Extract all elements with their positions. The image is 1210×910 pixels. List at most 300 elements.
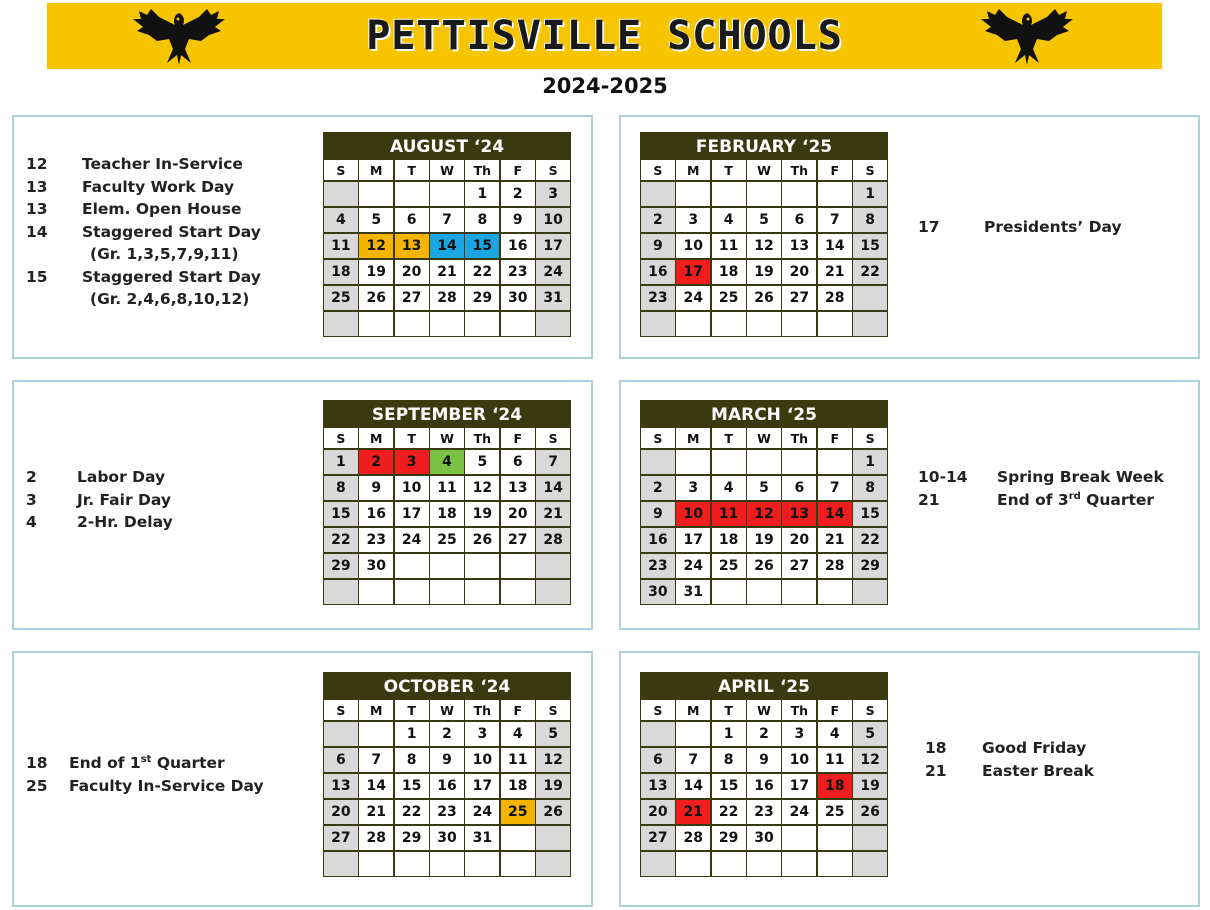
day-cell: 18: [712, 528, 746, 553]
day-cell: 13: [324, 774, 358, 799]
day-cell: 19: [747, 260, 781, 285]
weekday-header: S: [324, 700, 358, 720]
day-cell: 5: [465, 450, 499, 475]
event-text: Faculty In-Service Day: [69, 776, 264, 795]
month-title: MARCH ‘25: [641, 401, 887, 428]
weekday-header: M: [359, 700, 393, 720]
day-cell: 3: [395, 450, 429, 475]
month-title: FEBRUARY ‘25: [641, 133, 887, 160]
empty-cell: [359, 580, 393, 605]
empty-cell: [818, 580, 852, 605]
day-cell: 23: [359, 528, 393, 553]
event-date: 13: [26, 200, 48, 218]
empty-cell: [536, 312, 570, 337]
day-cell: 26: [747, 286, 781, 311]
day-cell: 12: [359, 234, 393, 259]
day-cell: 8: [395, 748, 429, 773]
day-cell: 2: [641, 208, 675, 233]
empty-cell: [501, 580, 535, 605]
day-cell: 20: [395, 260, 429, 285]
day-cell: 27: [782, 554, 816, 579]
empty-cell: [747, 312, 781, 337]
day-cell: 21: [359, 800, 393, 825]
day-cell: 2: [747, 722, 781, 747]
event-date: 2: [26, 468, 37, 486]
weekday-header: Th: [465, 160, 499, 180]
day-cell: 18: [818, 774, 852, 799]
event-text: Presidents’ Day: [984, 218, 1122, 236]
empty-cell: [747, 182, 781, 207]
day-cell: 11: [818, 748, 852, 773]
weekday-header: M: [676, 428, 710, 448]
day-cell: 19: [747, 528, 781, 553]
empty-cell: [395, 554, 429, 579]
empty-cell: [818, 312, 852, 337]
empty-cell: [501, 826, 535, 851]
day-cell: 21: [818, 528, 852, 553]
day-cell: 3: [676, 208, 710, 233]
weekday-header: M: [359, 428, 393, 448]
day-cell: 12: [747, 502, 781, 527]
empty-cell: [782, 826, 816, 851]
empty-cell: [676, 722, 710, 747]
weekday-header: Th: [782, 160, 816, 180]
day-cell: 9: [641, 502, 675, 527]
day-cell: 15: [712, 774, 746, 799]
day-cell: 21: [818, 260, 852, 285]
day-cell: 7: [536, 450, 570, 475]
empty-cell: [641, 312, 675, 337]
day-cell: 8: [853, 476, 887, 501]
weekday-header: F: [818, 160, 852, 180]
day-cell: 30: [747, 826, 781, 851]
day-cell: 10: [465, 748, 499, 773]
month-title: APRIL ‘25: [641, 673, 887, 700]
day-cell: 21: [430, 260, 464, 285]
day-cell: 13: [782, 502, 816, 527]
weekday-header: S: [641, 700, 675, 720]
event-date: 17: [918, 218, 940, 236]
day-cell: 5: [359, 208, 393, 233]
day-cell: 22: [465, 260, 499, 285]
weekday-header: F: [818, 700, 852, 720]
day-cell: 13: [395, 234, 429, 259]
day-cell: 7: [676, 748, 710, 773]
event-text: Faculty Work Day: [82, 177, 235, 196]
calendar-april: [640, 672, 888, 877]
day-cell: 22: [712, 800, 746, 825]
school-title: PETTISVILLE SCHOOLS: [366, 13, 843, 59]
empty-cell: [712, 852, 746, 877]
day-cell: 7: [818, 208, 852, 233]
day-cell: 6: [782, 476, 816, 501]
day-cell: 17: [395, 502, 429, 527]
day-cell: 28: [676, 826, 710, 851]
event-text: End of 3rd Quarter: [997, 490, 1155, 509]
day-cell: 24: [395, 528, 429, 553]
empty-cell: [324, 182, 358, 207]
day-cell: 8: [324, 476, 358, 501]
month-grid: [324, 160, 570, 336]
day-cell: 15: [853, 502, 887, 527]
weekday-header: F: [818, 428, 852, 448]
empty-cell: [782, 450, 816, 475]
day-cell: 3: [536, 182, 570, 207]
day-cell: 19: [359, 260, 393, 285]
empty-cell: [641, 852, 675, 877]
empty-cell: [782, 852, 816, 877]
day-cell: 14: [818, 234, 852, 259]
day-cell: 12: [465, 476, 499, 501]
event-text: End of 1st Quarter: [69, 754, 225, 773]
empty-cell: [501, 852, 535, 877]
empty-cell: [853, 312, 887, 337]
day-cell: 31: [536, 286, 570, 311]
day-cell: 8: [712, 748, 746, 773]
weekday-header: Th: [465, 428, 499, 448]
day-cell: 17: [536, 234, 570, 259]
day-cell: 28: [818, 286, 852, 311]
event-date: 18: [925, 739, 947, 757]
weekday-header: S: [536, 428, 570, 448]
day-cell: 23: [641, 554, 675, 579]
event-text: Labor Day: [77, 468, 166, 486]
empty-cell: [536, 580, 570, 605]
day-cell: 23: [641, 286, 675, 311]
day-cell: 10: [395, 476, 429, 501]
day-cell: 6: [395, 208, 429, 233]
day-cell: 4: [501, 722, 535, 747]
day-cell: 30: [641, 580, 675, 605]
day-cell: 6: [641, 748, 675, 773]
weekday-header: M: [676, 700, 710, 720]
empty-cell: [536, 554, 570, 579]
weekday-header: F: [501, 428, 535, 448]
day-cell: 24: [536, 260, 570, 285]
event-text: 2-Hr. Delay: [77, 513, 173, 531]
day-cell: 19: [853, 774, 887, 799]
day-cell: 12: [536, 748, 570, 773]
day-cell: 1: [395, 722, 429, 747]
empty-cell: [712, 580, 746, 605]
day-cell: 15: [465, 234, 499, 259]
day-cell: 21: [536, 502, 570, 527]
weekday-header: T: [712, 160, 746, 180]
weekday-header: S: [641, 160, 675, 180]
event-text: Elem. Open House: [82, 200, 242, 218]
event-date: 25: [26, 776, 48, 795]
day-cell: 11: [501, 748, 535, 773]
day-cell: 28: [818, 554, 852, 579]
weekday-header: T: [395, 160, 429, 180]
day-cell: 27: [501, 528, 535, 553]
empty-cell: [676, 312, 710, 337]
empty-cell: [853, 852, 887, 877]
day-cell: 18: [430, 502, 464, 527]
empty-cell: [676, 182, 710, 207]
day-cell: 24: [676, 286, 710, 311]
day-cell: 27: [395, 286, 429, 311]
day-cell: 29: [712, 826, 746, 851]
empty-cell: [818, 852, 852, 877]
event-date: 18: [26, 754, 48, 772]
empty-cell: [818, 182, 852, 207]
month-grid: [324, 428, 570, 604]
day-cell: 22: [853, 528, 887, 553]
day-cell: 27: [641, 826, 675, 851]
day-cell: 14: [818, 502, 852, 527]
day-cell: 18: [501, 774, 535, 799]
weekday-header: W: [747, 428, 781, 448]
empty-cell: [395, 580, 429, 605]
day-cell: 9: [747, 748, 781, 773]
day-cell: 8: [853, 208, 887, 233]
day-cell: 25: [430, 528, 464, 553]
empty-cell: [641, 722, 675, 747]
empty-cell: [818, 826, 852, 851]
empty-cell: [676, 852, 710, 877]
empty-cell: [747, 852, 781, 877]
empty-cell: [536, 826, 570, 851]
day-cell: 20: [782, 260, 816, 285]
weekday-header: S: [324, 428, 358, 448]
weekday-header: M: [359, 160, 393, 180]
weekday-header: S: [853, 160, 887, 180]
day-cell: 15: [853, 234, 887, 259]
day-cell: 9: [430, 748, 464, 773]
weekday-header: W: [430, 428, 464, 448]
empty-cell: [324, 852, 358, 877]
day-cell: 2: [359, 450, 393, 475]
empty-cell: [359, 852, 393, 877]
day-cell: 1: [853, 450, 887, 475]
day-cell: 10: [782, 748, 816, 773]
day-cell: 16: [430, 774, 464, 799]
event-text: Staggered Start Day: [82, 222, 261, 241]
day-cell: 17: [782, 774, 816, 799]
event-date: 21: [925, 761, 947, 780]
day-cell: 7: [818, 476, 852, 501]
day-cell: 4: [818, 722, 852, 747]
day-cell: 9: [501, 208, 535, 233]
weekday-header: S: [641, 428, 675, 448]
day-cell: 20: [641, 800, 675, 825]
day-cell: 23: [501, 260, 535, 285]
day-cell: 4: [324, 208, 358, 233]
day-cell: 28: [536, 528, 570, 553]
empty-cell: [430, 182, 464, 207]
event-text: Staggered Start Day: [82, 267, 261, 286]
day-cell: 10: [536, 208, 570, 233]
empty-cell: [501, 554, 535, 579]
event-date: 4: [26, 513, 37, 531]
day-cell: 16: [641, 260, 675, 285]
day-cell: 30: [501, 286, 535, 311]
empty-cell: [747, 450, 781, 475]
empty-cell: [782, 182, 816, 207]
empty-cell: [430, 852, 464, 877]
day-cell: 22: [395, 800, 429, 825]
day-cell: 17: [676, 260, 710, 285]
weekday-header: T: [395, 428, 429, 448]
day-cell: 22: [853, 260, 887, 285]
day-cell: 12: [747, 234, 781, 259]
event-text: Jr. Fair Day: [77, 490, 171, 509]
day-cell: 2: [430, 722, 464, 747]
day-cell: 28: [430, 286, 464, 311]
day-cell: 23: [430, 800, 464, 825]
day-cell: 4: [712, 476, 746, 501]
day-cell: 5: [747, 208, 781, 233]
day-cell: 25: [712, 286, 746, 311]
empty-cell: [324, 722, 358, 747]
day-cell: 28: [359, 826, 393, 851]
empty-cell: [430, 580, 464, 605]
weekday-header: W: [747, 160, 781, 180]
day-cell: 1: [853, 182, 887, 207]
day-cell: 12: [853, 748, 887, 773]
day-cell: 8: [465, 208, 499, 233]
event-date: 10-14: [918, 468, 968, 486]
day-cell: 11: [712, 502, 746, 527]
school-year: 2024-2025: [542, 74, 668, 98]
empty-cell: [641, 182, 675, 207]
weekday-header: M: [676, 160, 710, 180]
weekday-header: S: [536, 160, 570, 180]
day-cell: 1: [465, 182, 499, 207]
weekday-header: W: [430, 700, 464, 720]
day-cell: 29: [324, 554, 358, 579]
day-cell: 11: [712, 234, 746, 259]
calendar-march: [640, 400, 888, 605]
day-cell: 22: [324, 528, 358, 553]
empty-cell: [359, 722, 393, 747]
day-cell: 29: [853, 554, 887, 579]
event-text: Spring Break Week: [997, 468, 1164, 486]
empty-cell: [501, 312, 535, 337]
day-cell: 18: [324, 260, 358, 285]
day-cell: 26: [536, 800, 570, 825]
event-date: 15: [26, 267, 48, 286]
day-cell: 1: [324, 450, 358, 475]
day-cell: 3: [676, 476, 710, 501]
day-cell: 17: [676, 528, 710, 553]
empty-cell: [395, 312, 429, 337]
weekday-header: W: [747, 700, 781, 720]
empty-cell: [359, 312, 393, 337]
day-cell: 23: [747, 800, 781, 825]
day-cell: 6: [324, 748, 358, 773]
day-cell: 15: [324, 502, 358, 527]
day-cell: 9: [359, 476, 393, 501]
empty-cell: [465, 852, 499, 877]
day-cell: 14: [430, 234, 464, 259]
day-cell: 7: [359, 748, 393, 773]
empty-cell: [782, 580, 816, 605]
day-cell: 16: [747, 774, 781, 799]
day-cell: 13: [782, 234, 816, 259]
day-cell: 16: [641, 528, 675, 553]
day-cell: 14: [359, 774, 393, 799]
day-cell: 20: [324, 800, 358, 825]
day-cell: 21: [676, 800, 710, 825]
day-cell: 31: [676, 580, 710, 605]
weekday-header: F: [501, 700, 535, 720]
empty-cell: [324, 312, 358, 337]
day-cell: 1: [712, 722, 746, 747]
empty-cell: [430, 554, 464, 579]
weekday-header: T: [712, 700, 746, 720]
empty-cell: [465, 580, 499, 605]
event-date: 14: [26, 222, 48, 241]
day-cell: 16: [359, 502, 393, 527]
empty-cell: [465, 554, 499, 579]
day-cell: 24: [782, 800, 816, 825]
weekday-header: S: [324, 160, 358, 180]
event-date: 3: [26, 490, 37, 509]
weekday-header: S: [853, 700, 887, 720]
day-cell: 25: [324, 286, 358, 311]
empty-cell: [395, 182, 429, 207]
day-cell: 25: [501, 800, 535, 825]
empty-cell: [676, 450, 710, 475]
month-title: AUGUST ‘24: [324, 133, 570, 160]
day-cell: 27: [782, 286, 816, 311]
empty-cell: [853, 580, 887, 605]
month-title: OCTOBER ‘24: [324, 673, 570, 700]
day-cell: 25: [712, 554, 746, 579]
empty-cell: [430, 312, 464, 337]
calendar-august: [323, 132, 571, 337]
day-cell: 5: [536, 722, 570, 747]
empty-cell: [465, 312, 499, 337]
day-cell: 10: [676, 502, 710, 527]
day-cell: 3: [782, 722, 816, 747]
empty-cell: [782, 312, 816, 337]
calendar-october: [323, 672, 571, 877]
day-cell: 18: [712, 260, 746, 285]
day-cell: 24: [676, 554, 710, 579]
empty-cell: [712, 450, 746, 475]
empty-cell: [818, 450, 852, 475]
day-cell: 16: [501, 234, 535, 259]
weekday-header: S: [853, 428, 887, 448]
eagle-icon: [977, 5, 1077, 67]
empty-cell: [324, 580, 358, 605]
day-cell: 31: [465, 826, 499, 851]
month-grid: [324, 700, 570, 876]
day-cell: 25: [818, 800, 852, 825]
day-cell: 17: [465, 774, 499, 799]
day-cell: 5: [747, 476, 781, 501]
empty-cell: [712, 182, 746, 207]
weekday-header: Th: [782, 428, 816, 448]
weekday-header: T: [395, 700, 429, 720]
empty-cell: [641, 450, 675, 475]
weekday-header: Th: [782, 700, 816, 720]
day-cell: 13: [641, 774, 675, 799]
day-cell: 2: [501, 182, 535, 207]
empty-cell: [712, 312, 746, 337]
day-cell: 4: [430, 450, 464, 475]
calendar-february: [640, 132, 888, 337]
month-grid: [641, 428, 887, 604]
day-cell: 6: [501, 450, 535, 475]
day-cell: 19: [465, 502, 499, 527]
event-text: Teacher In-Service: [82, 155, 243, 173]
event-text: (Gr. 1,3,5,7,9,11): [90, 245, 239, 263]
event-text: Good Friday: [982, 739, 1087, 757]
